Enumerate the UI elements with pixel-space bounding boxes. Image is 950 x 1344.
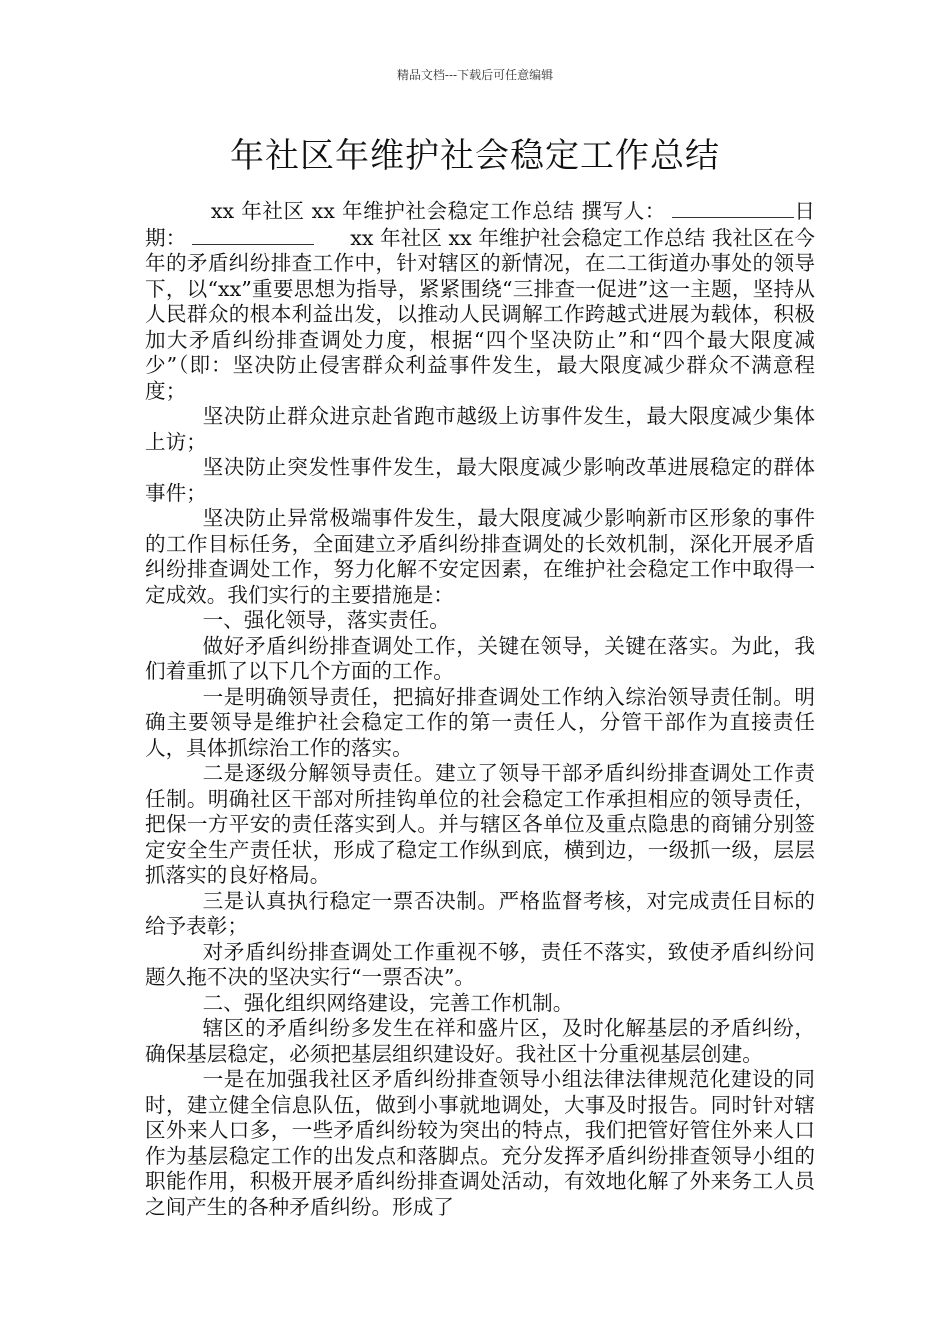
intro-text-2: xx 年社区 xx 年维护社会稳定工作总结 我社区在今年的矛盾纠纷排查工作中，针对辖区的新情况，在二工街道办事处的领导下，以“xx”重要思想为指导，紧紧围绕“三排查一促进”这一主题，坚持从人民群众的根本利益出发，以推动人民调解工作跨越式进展为载体，积极加大矛盾纠纷排查调处力度，根据“四个坚决防止”和“四个最大限度减少”（即：坚决防止侵害群众利益事件发生，最大限度减少群众不满意程度； [145,225,816,403]
body-paragraph: 一是在加强我社区矛盾纠纷排查领导小组法律法律规范化建设的同时，建立健全信息队伍，做到小事就地调处，大事及时报告。同时针对辖区外来人口多，一些矛盾纠纷较为突出的特点，我们把管好管住外来人口作为基层稳定工作的出发点和落脚点。充分发挥矛盾纠纷排查领导小组的职能作用，积极开展矛盾纠纷排查调处活动，有效地化解了外来务工人员之间产生的各种矛盾纠纷。形成了 [145,1067,815,1219]
page-header-note: 精品文档---下载后可任意编辑 [396,68,554,82]
date-label: 日 期： [145,199,816,250]
body-paragraph: 辖区的矛盾纠纷多发生在祥和盛片区，及时化解基层的矛盾纠纷，确保基层稳定，必须把基层组织建设好。我社区十分重视基层创建。 [145,1016,815,1066]
body-paragraph: 三是认真执行稳定一票否决制。严格监督考核，对完成责任目标的给予表彰； [145,888,815,938]
intro-text-1: xx 年社区 xx 年维护社会稳定工作总结 撰写人： [210,199,666,223]
document-title: 年社区年维护社会稳定工作总结 [230,136,720,176]
body-paragraph: 一是明确领导责任，把搞好排查调处工作纳入综治领导责任制。明确主要领导是维护社会稳定工作的第一责任人，分管干部作为直接责任人，具体抓综治工作的落实。 [145,684,815,760]
body-paragraph: 坚决防止突发性事件发生，最大限度减少影响改革进展稳定的群体事件； [145,455,815,505]
body-paragraph: 坚决防止异常极端事件发生，最大限度减少影响新市区形象的事件的工作目标任务，全面建立矛盾纠纷排查调处的长效机制，深化开展矛盾纠纷排查调处工作，努力化解不安定因素，在维护社会稳定工作中取得一定成效。我们实行的主要措施是： [145,506,815,607]
author-blank-line [672,198,794,218]
section-heading: 二、强化组织网络建设，完善工作机制。 [202,990,574,1015]
intro-paragraph [145,198,815,404]
date-blank-line [192,225,314,245]
section-heading: 一、强化领导，落实责任。 [202,608,450,632]
body-paragraph: 做好矛盾纠纷排查调处工作，关键在领导，关键在落实。为此，我们着重抓了以下几个方面的工作。 [145,633,815,683]
body-paragraph: 二是逐级分解领导责任。建立了领导干部矛盾纠纷排查调处工作责任制。明确社区干部对所挂钩单位的社会稳定工作承担相应的领导责任，把保一方平安的责任落实到人。并与辖区各单位及重点隐患的商铺分别签定安全生产责任状，形成了稳定工作纵到底，横到边，一级抓一级，层层抓落实的良好格局。 [145,761,815,887]
body-paragraph: 坚决防止群众进京赴省跑市越级上访事件发生，最大限度减少集体上访； [145,404,815,454]
body-paragraph: 对矛盾纠纷排查调处工作重视不够，责任不落实，致使矛盾纠纷问题久拖不决的坚决实行“一票否决”。 [145,939,815,989]
document-body [145,198,815,1220]
